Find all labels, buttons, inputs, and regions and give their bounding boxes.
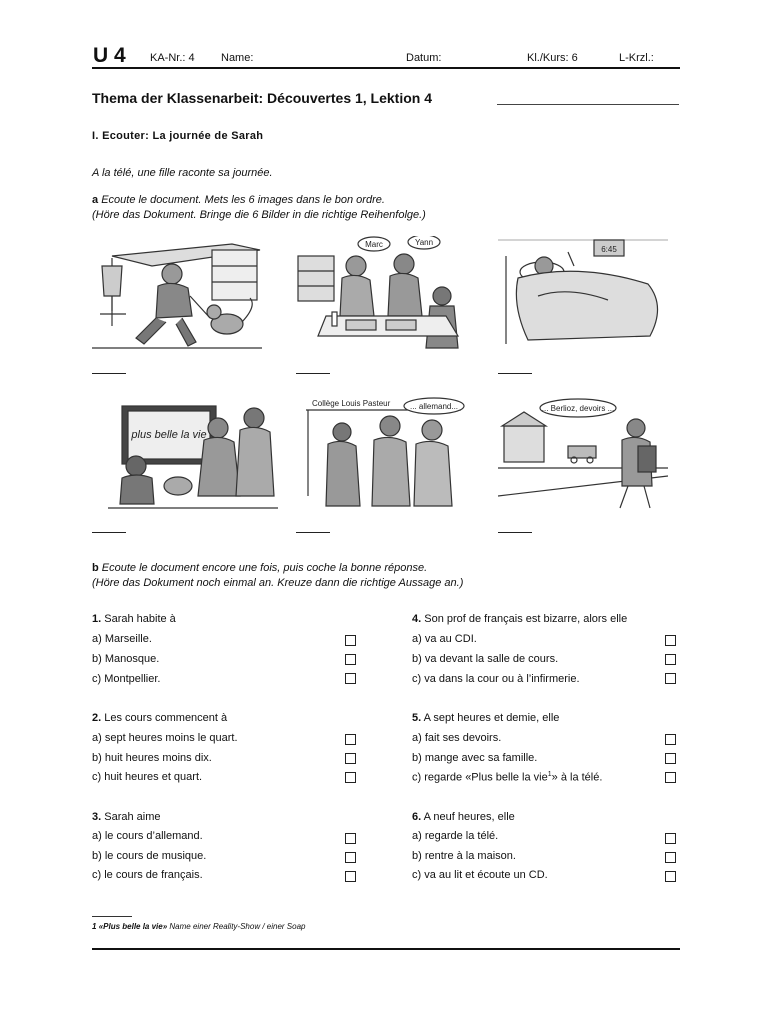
- part-a-line1: Ecoute le document. Mets les 6 images dans le bon ordre.: [101, 194, 385, 206]
- checkbox-6b[interactable]: [665, 852, 676, 863]
- klasse-label: Kl./Kurs: 6: [527, 52, 578, 64]
- footnote-ref: 1: [547, 771, 552, 778]
- question-5: 5. A sept heures et demie, elle: [412, 712, 560, 724]
- answer-blank-5: [296, 532, 330, 533]
- option-6c: c) va au lit et écoute un CD.: [412, 869, 548, 881]
- question-4: 4. Son prof de français est bizarre, alors elle: [412, 613, 628, 625]
- question-6: 6. A neuf heures, elle: [412, 811, 515, 823]
- checkbox-4a[interactable]: [665, 635, 676, 646]
- option-1c: c) Montpellier.: [92, 673, 161, 685]
- answer-blank-3: [498, 373, 532, 374]
- ka-nr-label: KA-Nr.: 4: [150, 52, 195, 64]
- question-3: 3. Sarah aime: [92, 811, 161, 823]
- bubble-allemand: ... allemand...: [409, 402, 459, 411]
- option-5c: c) regarde «Plus belle la vie$^1$» à la télé.: [412, 771, 603, 784]
- part-a-instructions: [92, 193, 426, 223]
- footnote-rule: [92, 916, 132, 917]
- question-1: 1. Sarah habite à: [92, 613, 176, 625]
- name-label: Name:: [221, 52, 254, 64]
- option-1a: a) Marseille.: [92, 633, 152, 645]
- option-4a: a) va au CDI.: [412, 633, 477, 645]
- checkbox-3b[interactable]: [345, 852, 356, 863]
- part-b-letter: b: [92, 562, 99, 574]
- checkbox-2a[interactable]: [345, 734, 356, 745]
- checkbox-6c[interactable]: [665, 871, 676, 882]
- option-3a: a) le cours d’allemand.: [92, 830, 203, 842]
- illustration-girl-cat: [92, 236, 262, 354]
- option-3b: b) le cours de musique.: [92, 850, 207, 862]
- bubble-yann: Yann: [414, 238, 434, 247]
- option-1b: b) Manosque.: [92, 653, 160, 665]
- checkbox-1a[interactable]: [345, 635, 356, 646]
- part-a-line2: (Höre das Dokument. Bringe die 6 Bilder in die richtige Reihenfolge.): [92, 209, 426, 221]
- bubble-berlioz: ... Berlioz, devoirs ...: [541, 404, 615, 413]
- checkbox-5c[interactable]: [665, 772, 676, 783]
- question-2: 2. Les cours commencent à: [92, 712, 228, 724]
- option-3c: c) le cours de français.: [92, 869, 203, 881]
- part-b-line1: Ecoute le document encore une fois, puis coche la bonne réponse.: [101, 562, 428, 574]
- option-4c: c) va dans la cour ou à l’infirmerie.: [412, 673, 580, 685]
- illustration-bed: [498, 236, 668, 354]
- header-rule: [92, 67, 680, 69]
- checkbox-2b[interactable]: [345, 753, 356, 764]
- checkbox-4b[interactable]: [665, 654, 676, 665]
- datum-label: Datum:: [406, 52, 442, 64]
- option-4b: b) va devant la salle de cours.: [412, 653, 559, 665]
- option-6b: b) rentre à la maison.: [412, 850, 516, 862]
- part-a-letter: a: [92, 194, 99, 206]
- illustration-cafeteria: [296, 236, 466, 354]
- option-2a: a) sept heures moins le quart.: [92, 732, 238, 744]
- section-title: I. Ecouter: La journée de Sarah: [92, 130, 264, 142]
- unit-label: U 4: [93, 44, 126, 67]
- title-underline: [497, 104, 679, 105]
- kurzel-label: L-Krzl.:: [619, 52, 654, 64]
- answer-blank-4: [92, 532, 126, 533]
- checkbox-6a[interactable]: [665, 833, 676, 844]
- footnote: 1 «Plus belle la vie» Name einer Reality-Show / einer Soap: [92, 922, 306, 931]
- answer-blank-6: [498, 532, 532, 533]
- illustration-street: [498, 396, 668, 514]
- option-6a: a) regarde la télé.: [412, 830, 499, 842]
- illustration-tv: [108, 396, 278, 514]
- checkbox-3c[interactable]: [345, 871, 356, 882]
- checkbox-2c[interactable]: [345, 772, 356, 783]
- tv-screen-title: plus belle la vie: [131, 429, 207, 441]
- bubble-marc: Marc: [365, 240, 383, 249]
- checkbox-4c[interactable]: [665, 673, 676, 684]
- intro-text: A la télé, une fille raconte sa journée.: [92, 167, 273, 179]
- answer-blank-2: [296, 373, 330, 374]
- option-5b: b) mange avec sa famille.: [412, 752, 538, 764]
- option-2b: b) huit heures moins dix.: [92, 752, 212, 764]
- option-2c: c) huit heures et quart.: [92, 771, 203, 783]
- answer-blank-1: [92, 373, 126, 374]
- part-b-line2: (Höre das Dokument noch einmal an. Kreuze dann die richtige Aussage an.): [92, 577, 464, 589]
- checkbox-5a[interactable]: [665, 734, 676, 745]
- part-b-instructions: [92, 561, 463, 591]
- school-sign: Collège Louis Pasteur: [312, 399, 391, 408]
- illustration-school: [296, 396, 466, 514]
- checkbox-3a[interactable]: [345, 833, 356, 844]
- checkbox-1c[interactable]: [345, 673, 356, 684]
- option-5a: a) fait ses devoirs.: [412, 732, 502, 744]
- checkbox-5b[interactable]: [665, 753, 676, 764]
- footer-rule: [92, 948, 680, 950]
- page-title: Thema der Klassenarbeit: Découvertes 1, Lektion 4: [92, 90, 433, 106]
- checkbox-1b[interactable]: [345, 654, 356, 665]
- clock-time: 6:45: [601, 245, 617, 254]
